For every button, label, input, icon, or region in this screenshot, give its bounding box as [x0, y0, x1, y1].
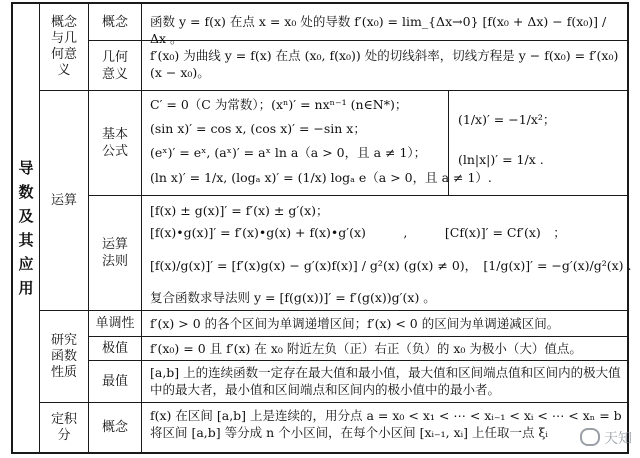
row-label-basic: 基本公式: [101, 127, 128, 159]
section-ops-cell: [40, 91, 88, 310]
row-label-rules: 运算法则: [101, 237, 128, 269]
chat-bubble-icon: [580, 428, 600, 446]
section-props-cell: [40, 311, 88, 402]
table-border-right: [627, 2, 629, 454]
row-label-cell: [89, 403, 141, 452]
main-title: 导数及其应用: [18, 159, 34, 297]
row-label-monotonic: 单调性: [95, 316, 135, 331]
rule-line: [f(x)•g(x)]′ = f′(x)•g(x) + f(x)•g′(x) , [Cf(x)]′ = Cf′(x) ；: [150, 225, 566, 240]
row-label-cell: [89, 337, 141, 360]
row-label-geometric: 几何意义: [101, 49, 128, 82]
rule-line: [f(x)/g(x)]′ = [f′(x)g(x) − g′(x)f(x)] / g²(x) (g(x) ≠ 0)， [1/g(x)]′ = −g′(x)/g²(x) .: [150, 258, 632, 273]
basic-formula-line: (sin x)′ = cos x, (cos x)′ = −sin x；: [150, 121, 366, 136]
basic-formula-line: (eˣ)′ = eˣ, (aˣ)′ = aˣ ln a（a > 0，且 a ≠ 1）；: [150, 145, 427, 160]
rule-line: 复合函数求导法则 y = [f(g(x))]′ = f′(g(x))g′(x) 。: [150, 290, 436, 305]
row-label-extreme: 极值: [101, 341, 128, 356]
watermark-text: 天知: [604, 431, 632, 447]
rule-line: [f(x) ± g(x)]′ = f′(x) ± g′(x)；: [150, 203, 329, 218]
table-border-bottom: [11, 452, 629, 454]
basic-formula-extra: (1/x)′ = −1/x²；: [458, 112, 556, 127]
basic-formula-line: C′ = 0（C 为常数）；(xⁿ)′ = nxⁿ⁻¹ (n∈N*)；: [150, 97, 408, 112]
row-label-cell: [89, 4, 141, 40]
section-ops-label: 运算: [50, 192, 77, 208]
basic-formula-extra: (ln|x|)′ = 1/x .: [458, 152, 544, 167]
watermark: [580, 428, 632, 448]
integral-text: f(x) 在区间 [a,b] 上是连续的，用分点 a = x₀ < x₁ < ⋯ < xᵢ₋₁ < xᵢ < ⋯ < xₙ = b 将区间 [a,b] 等分成 n 个小区间，在每个小区间 [xᵢ₋₁, xᵢ] 上任取一点 ξᵢ: [150, 408, 622, 440]
row-label-maxmin: 最值: [101, 374, 128, 389]
hline-6: [88, 360, 628, 361]
hline-3: [88, 195, 628, 196]
extreme-text: f′(x₀) = 0 且 f′(x) 在 x₀ 附近左负（正）右正（负）的 x₀ 为极小（大）值点。: [150, 341, 582, 356]
main-title-cell: [13, 4, 39, 452]
row-label-cell: [89, 196, 141, 310]
row-label-cell: [89, 41, 141, 90]
row-label-cell: [89, 361, 141, 402]
section-integral-label: 定积分: [50, 411, 77, 443]
basic-formula-line: (ln x)′ = 1/x, (logₐ x)′ = (1/x) logₐ e（a > 0，且 a ≠ 1）.: [150, 170, 492, 185]
section-integral-cell: [40, 403, 88, 452]
row-label-integral-concept: 概念: [101, 420, 128, 435]
monotonic-text: f′(x) > 0 的各个区间为单调递增区间；f′(x) < 0 的区间为单调递减区间。: [150, 316, 560, 331]
row-label-cell: [89, 91, 141, 195]
geometric-meaning: f′(x₀) 为曲线 y = f(x) 在点 (x₀, f(x₀)) 处的切线斜率，切线方程是 y − f(x₀) = f′(x₀)(x − x₀)。: [150, 48, 619, 80]
row-label-concept: 概念: [101, 14, 128, 30]
section-meaning-cell: [40, 4, 88, 90]
divider-label: [141, 2, 142, 454]
section-props-label: 研究函数性质: [50, 332, 77, 380]
derivative-definition: 函数 y = f(x) 在点 x = x₀ 处的导数 f′(x₀) = lim_{Δx→0} [f(x₀ + Δx) − f(x₀)] / Δx 。: [150, 14, 607, 46]
hline-5: [88, 336, 628, 337]
section-meaning-label: 概念与几何意义: [50, 15, 77, 78]
row-label-cell: [89, 311, 141, 336]
maxmin-text: [a,b] 上的连续函数一定存在最大值和最小值，最大值和区间端点值和区间内的极大值中的最大者，最小值和区间端点和区间内的极小值中的最小者。: [150, 365, 621, 397]
